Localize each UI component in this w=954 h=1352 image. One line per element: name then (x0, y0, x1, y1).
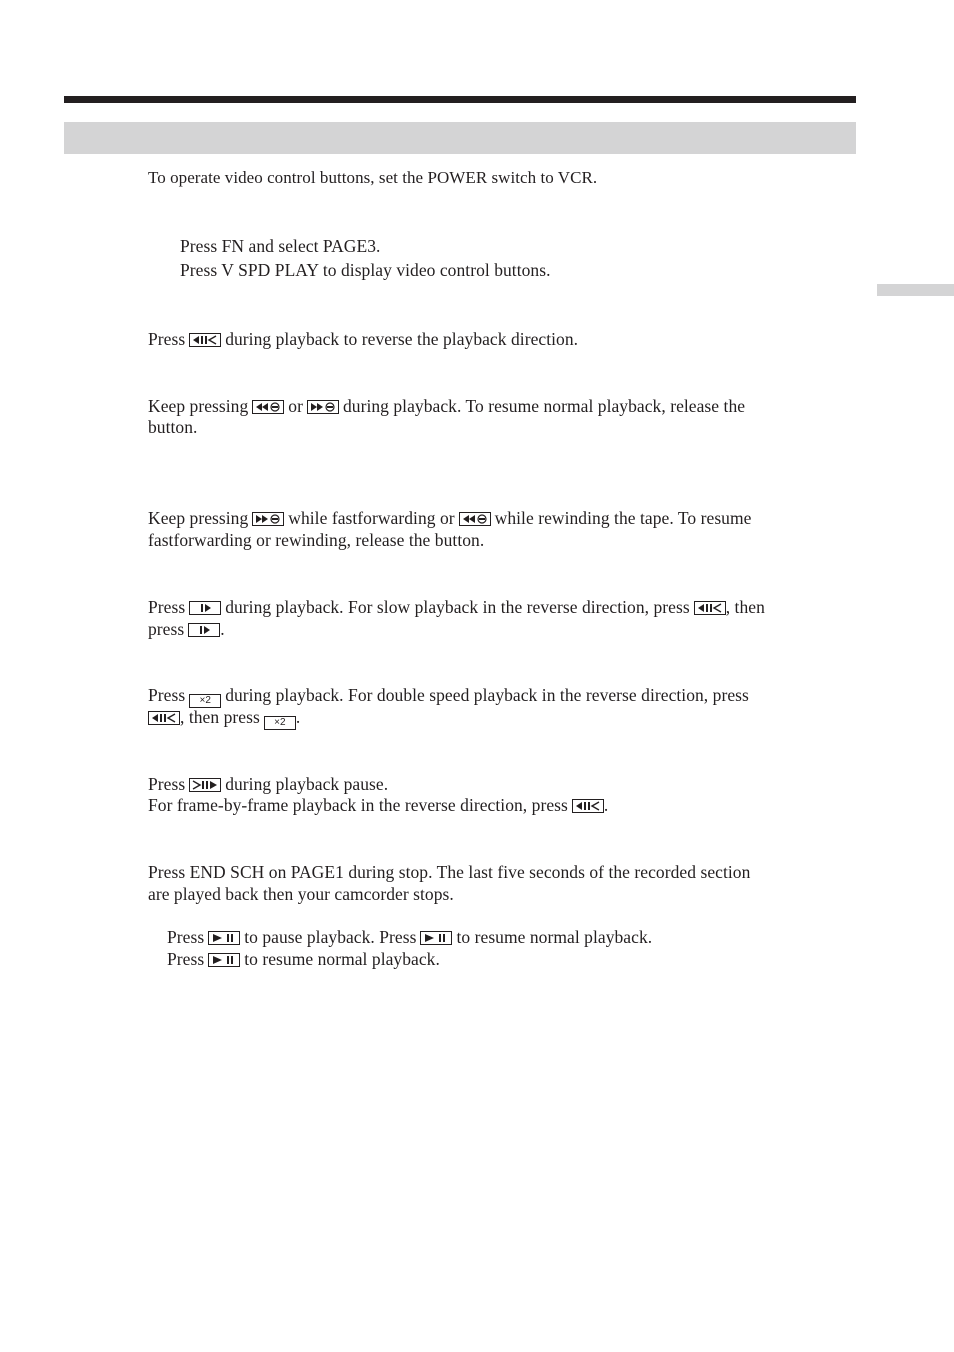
double-line-1: Press ×2 during playback. For double speed playback in the reverse direction, press (148, 685, 749, 706)
rewind-icon (459, 512, 491, 526)
step-2: Press V SPD PLAY to display video control buttons. (180, 260, 551, 280)
frame-line-2: For frame-by-frame playback in the reverse direction, press . (148, 795, 609, 815)
play-pause-icon (208, 931, 240, 945)
end-search-line-2: are played back then your camcorder stops. (148, 884, 454, 904)
slow-play-icon (188, 623, 220, 637)
skip-scan-line-2: fastforwarding or rewinding, release the button. (148, 530, 485, 550)
top-rule (64, 96, 856, 103)
intro-text: To operate video control buttons, set the POWER switch to VCR. (148, 168, 598, 187)
reverse-icon (148, 711, 180, 725)
frame-advance-icon (189, 778, 221, 792)
frame-line-1: Press during playback pause. (148, 774, 389, 794)
reverse-icon (189, 333, 221, 347)
side-index-tab (877, 284, 954, 296)
reverse-line: Press during playback to reverse the playback direction. (148, 329, 579, 349)
play-pause-icon (420, 931, 452, 945)
double-speed-icon: ×2 (264, 716, 296, 730)
reverse-icon (694, 601, 726, 615)
rewind-icon (252, 400, 284, 414)
slow-play-icon (189, 601, 221, 615)
fast-forward-icon (307, 400, 339, 414)
slow-line-2: press . (148, 619, 225, 639)
pause-line-2: Press to resume normal playback. (167, 949, 440, 969)
fast-forward-icon (252, 512, 284, 526)
picture-search-line-1: Keep pressing or during playback. To resume normal playback, release the (148, 396, 746, 416)
play-pause-icon (208, 953, 240, 967)
double-line-2: , then press ×2 . (148, 706, 300, 730)
skip-scan-line-1: Keep pressing while fastforwarding or while rewinding the tape. To resume (148, 508, 752, 528)
reverse-icon (572, 799, 604, 813)
slow-line-1: Press during playback. For slow playback in the reverse direction, press , then (148, 597, 765, 617)
picture-search-line-2: button. (148, 417, 198, 437)
double-speed-icon: ×2 (189, 694, 221, 708)
step-1: Press FN and select PAGE3. (180, 236, 381, 256)
end-search-line-1: Press END SCH on PAGE1 during stop. The last five seconds of the recorded section (148, 862, 751, 882)
pause-line-1: Press to pause playback. Press to resume normal playback. (167, 927, 653, 947)
section-header-band (64, 122, 856, 154)
